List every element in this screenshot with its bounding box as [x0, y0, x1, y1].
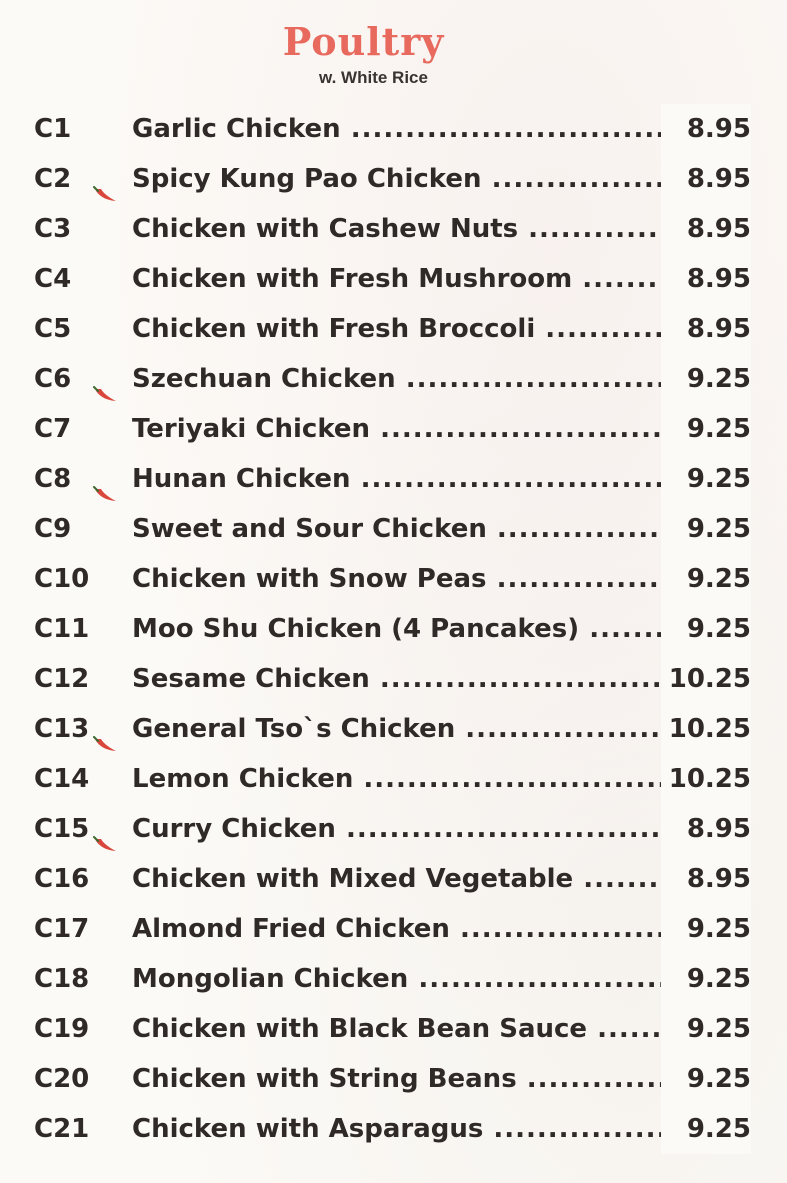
item-price: 10.25: [661, 704, 751, 754]
item-price: 8.95: [661, 804, 751, 854]
item-price: 9.25: [661, 954, 751, 1004]
menu-item: [0, 804, 787, 854]
item-name: Sesame Chicken .....: [132, 654, 670, 704]
item-code: C9: [34, 514, 72, 544]
item-price: 8.95: [661, 304, 751, 354]
item-name: Chicken with Cashew Nuts .....: [132, 204, 670, 254]
menu-item: [0, 704, 787, 754]
item-name: Chicken with Fresh Broccoli .....: [132, 304, 670, 354]
menu-item: [0, 1004, 787, 1054]
menu-item: [0, 754, 787, 804]
item-code: C21: [34, 1114, 90, 1144]
item-name: Chicken with Black Bean Sauce .....: [132, 1004, 670, 1054]
menu-item: [0, 954, 787, 1004]
item-price: 10.25: [661, 654, 751, 704]
menu-item: [0, 404, 787, 454]
item-name: Spicy Kung Pao Chicken .....: [132, 154, 670, 204]
menu-item: [0, 904, 787, 954]
item-code: C14: [34, 764, 90, 794]
menu-item: [0, 454, 787, 504]
item-code: C2: [34, 164, 72, 194]
item-code: C6: [34, 364, 72, 394]
menu-item: [0, 304, 787, 354]
item-code: C20: [34, 1064, 90, 1094]
item-code: C4: [34, 264, 72, 294]
menu-item: [0, 104, 787, 154]
item-price: 9.25: [661, 554, 751, 604]
item-code: C12: [34, 664, 90, 694]
item-code: C11: [34, 614, 90, 644]
item-price: 8.95: [661, 254, 751, 304]
item-name: Chicken with Snow Peas .....: [132, 554, 670, 604]
item-price: 9.25: [661, 404, 751, 454]
chili-pepper-icon: [92, 821, 120, 839]
menu-item: [0, 854, 787, 904]
menu-item: [0, 204, 787, 254]
item-name: Chicken with String Beans .....: [132, 1054, 670, 1104]
menu-item: [0, 254, 787, 304]
item-price: 9.25: [661, 504, 751, 554]
item-code: C10: [34, 564, 90, 594]
menu-list: [0, 104, 787, 1154]
section-header: [0, 20, 727, 88]
item-name: Szechuan Chicken .....: [132, 354, 670, 404]
item-price: 8.95: [661, 854, 751, 904]
menu-item: [0, 554, 787, 604]
item-name: Lemon Chicken .....: [132, 754, 670, 804]
menu-item: [0, 654, 787, 704]
item-name: Chicken with Fresh Mushroom .....: [132, 254, 670, 304]
chili-pepper-icon: [92, 371, 120, 389]
item-name: Hunan Chicken .....: [132, 454, 670, 504]
item-code: C13: [34, 714, 90, 744]
item-code: C19: [34, 1014, 90, 1044]
menu-item: [0, 604, 787, 654]
item-code: C7: [34, 414, 72, 444]
item-price: 10.25: [661, 754, 751, 804]
menu-item: [0, 154, 787, 204]
item-code: C17: [34, 914, 90, 944]
item-name: Chicken with Asparagus .....: [132, 1104, 670, 1154]
item-name: Almond Fried Chicken .....: [132, 904, 670, 954]
item-name: Chicken with Mixed Vegetable .....: [132, 854, 670, 904]
item-price: 9.25: [661, 1054, 751, 1104]
item-name: Mongolian Chicken .....: [132, 954, 670, 1004]
item-code: C1: [34, 114, 72, 144]
item-price: 9.25: [661, 904, 751, 954]
item-code: C16: [34, 864, 90, 894]
item-price: 9.25: [661, 604, 751, 654]
item-name: Sweet and Sour Chicken .....: [132, 504, 670, 554]
item-name: General Tso`s Chicken .....: [132, 704, 670, 754]
item-name: Garlic Chicken .....: [132, 104, 670, 154]
menu-item: [0, 1054, 787, 1104]
item-code: C3: [34, 214, 72, 244]
item-price: 9.25: [661, 454, 751, 504]
chili-pepper-icon: [92, 171, 120, 189]
item-code: C5: [34, 314, 72, 344]
item-code: C8: [34, 464, 72, 494]
item-name: Curry Chicken .....: [132, 804, 670, 854]
item-price: 9.25: [661, 354, 751, 404]
item-code: C15: [34, 814, 90, 844]
item-code: C18: [34, 964, 90, 994]
section-subtitle: w. White Rice: [319, 68, 428, 87]
chili-pepper-icon: [92, 721, 120, 739]
menu-item: [0, 1104, 787, 1154]
item-price: 8.95: [661, 154, 751, 204]
item-price: 8.95: [661, 104, 751, 154]
item-name: Moo Shu Chicken (4 Pancakes) .....: [132, 604, 670, 654]
item-price: 9.25: [661, 1104, 751, 1154]
item-price: 8.95: [661, 204, 751, 254]
item-price: 9.25: [661, 1004, 751, 1054]
section-title: Poultry: [282, 19, 445, 64]
menu-item: [0, 354, 787, 404]
chili-pepper-icon: [92, 471, 120, 489]
item-name: Teriyaki Chicken .....: [132, 404, 670, 454]
menu-item: [0, 504, 787, 554]
